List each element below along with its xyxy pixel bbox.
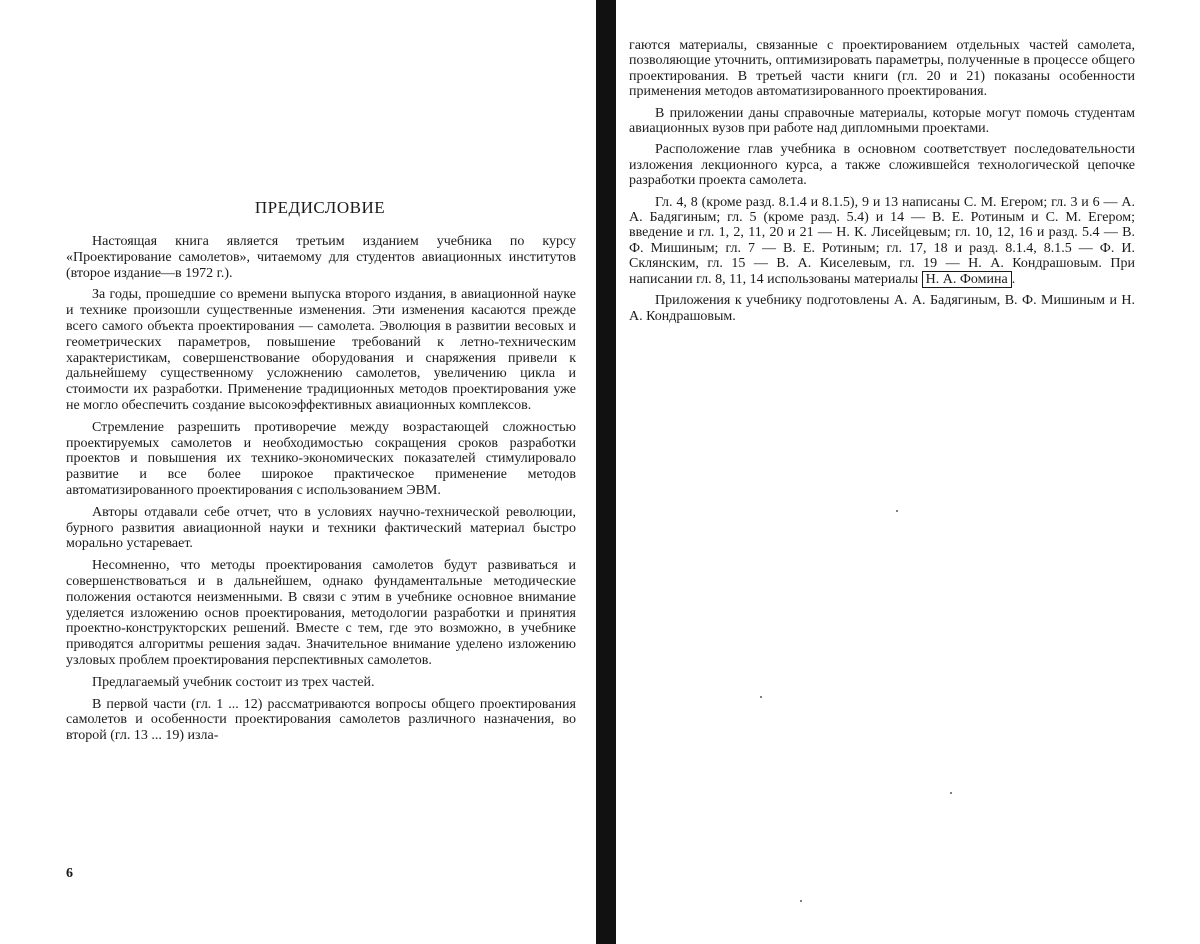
authors-text: Гл. 4, 8 (кроме разд. 8.1.4 и 8.1.5), 9 и 13 написаны С. М. Егером; гл. 3 и 6 — А. А. Бадягиным; гл. 5 (кроме разд. 5.4) и 14 — В. Е. Ротиным и С. М. Егером; введение и гл. 1, 2, 11, 20 и 21 — Н. К. Лисейцевым; гл. 10, 12, 16 и разд. 5.4 — В. Ф. Мишиным; гл. 7 — В. Е. Ротиным; гл. 17, 18 и разд. 8.1.4, 8.1.5 — Ф. И. Склянским, гл. 15 — В. А. Киселевым, гл. 19 — Н. А. Кондрашовым. При написании гл. 8, 11, 14 использованы материалы <box>629 194 1135 287</box>
paragraph: Авторы отдавали себе отчет, что в условиях научно-технической революции, бурного развития авиационной науки и техники фактический материал быстро морально устаревает. <box>66 504 576 552</box>
paragraph: В первой части (гл. 1 ... 12) рассматриваются вопросы общего проектирования самолетов и особенности проектирования самолетов различного назначения, во второй (гл. 13 ... 19) изла- <box>66 696 576 744</box>
right-page <box>620 0 1200 944</box>
scan-speck <box>800 900 802 902</box>
right-text-column <box>629 38 1135 330</box>
paragraph: За годы, прошедшие со времени выпуска второго издания, в авиационной науке и технике произошли существенные изменения. Эти изменения касаются прежде всего самого объекта проектирования — самолета. Эволюция в развитии весовых и геометрических параметров, повышение требований к летно-техническим характеристикам, совершенствование оборудования и снаряжения привели к дальнейшему существенному усложнению самолетов, увеличению цикла и стоимости их разработки. Применение традиционных методов проектирования уже не могло обеспечить создание высокоэффективных авиационных комплексов. <box>66 287 576 413</box>
scan-speck <box>760 696 762 698</box>
paragraph: Стремление разрешить противоречие между возрастающей сложностью проектируемых самолетов и необходимостью сокращения сроков разработки проектов и повышения их технико-экономических показателей стимулировало развитие и все более широкое практическое применение методов автоматизированного проектирования с использованием ЭВМ. <box>66 419 576 498</box>
paragraph: Предлагаемый учебник состоит из трех частей. <box>92 674 375 690</box>
page-number: 6 <box>66 866 73 881</box>
boxed-suffix: . <box>1011 271 1016 287</box>
paragraph: Настоящая книга является третьим изданием учебника по курсу «Проектирование самолетов», читаемому для студентов авиационных институтов (второе издание—в 1972 г.). <box>66 234 576 281</box>
appendix-paragraph: Приложения к учебнику подготовлены А. А. Бадягиным, В. Ф. Мишиным и Н. А. Кондрашовым. <box>629 293 1135 324</box>
scan-speck <box>950 792 952 794</box>
paragraph: гаются материалы, связанные с проектированием отдельных частей самолета, позволяющие уточнить, оптимизировать параметры, полученные в процессе общего проектирования. В третьей части книги (гл. 20 и 21) показаны особенности применения методов автоматизированного проектирования. <box>629 38 1135 100</box>
paragraph: Расположение глав учебника в основном соответствует последовательности изложения лекционного курса, а также сложившейся технологической цепочке разработки проекта самолета. <box>629 142 1135 189</box>
left-text-column <box>66 234 576 750</box>
left-page <box>0 0 596 944</box>
paragraph: Несомненно, что методы проектирования самолетов будут развиваться и совершенствоваться и в дальнейшем, однако фундаментальные методические положения остаются неизменными. В связи с этим в учебнике основное внимание уделяется изложению основ проектирования, методологии разработки и принятия проектно-конструкторских решений. Вместе с тем, где это возможно, в учебнике приводятся алгоритмы решения задач. Значительное внимание уделено изложению узловых проблем проектирования перспективных самолетов. <box>66 558 576 668</box>
book-spine <box>596 0 616 944</box>
authors-paragraph <box>629 195 1135 287</box>
paragraph: В приложении даны справочные материалы, которые могут помочь студентам авиационных вузов при работе над дипломными проектами. <box>629 105 1135 137</box>
boxed-name: Н. А. Фомина <box>922 271 1012 288</box>
scan-speck <box>896 510 898 512</box>
page-title: ПРЕДИСЛОВИЕ <box>254 198 386 217</box>
